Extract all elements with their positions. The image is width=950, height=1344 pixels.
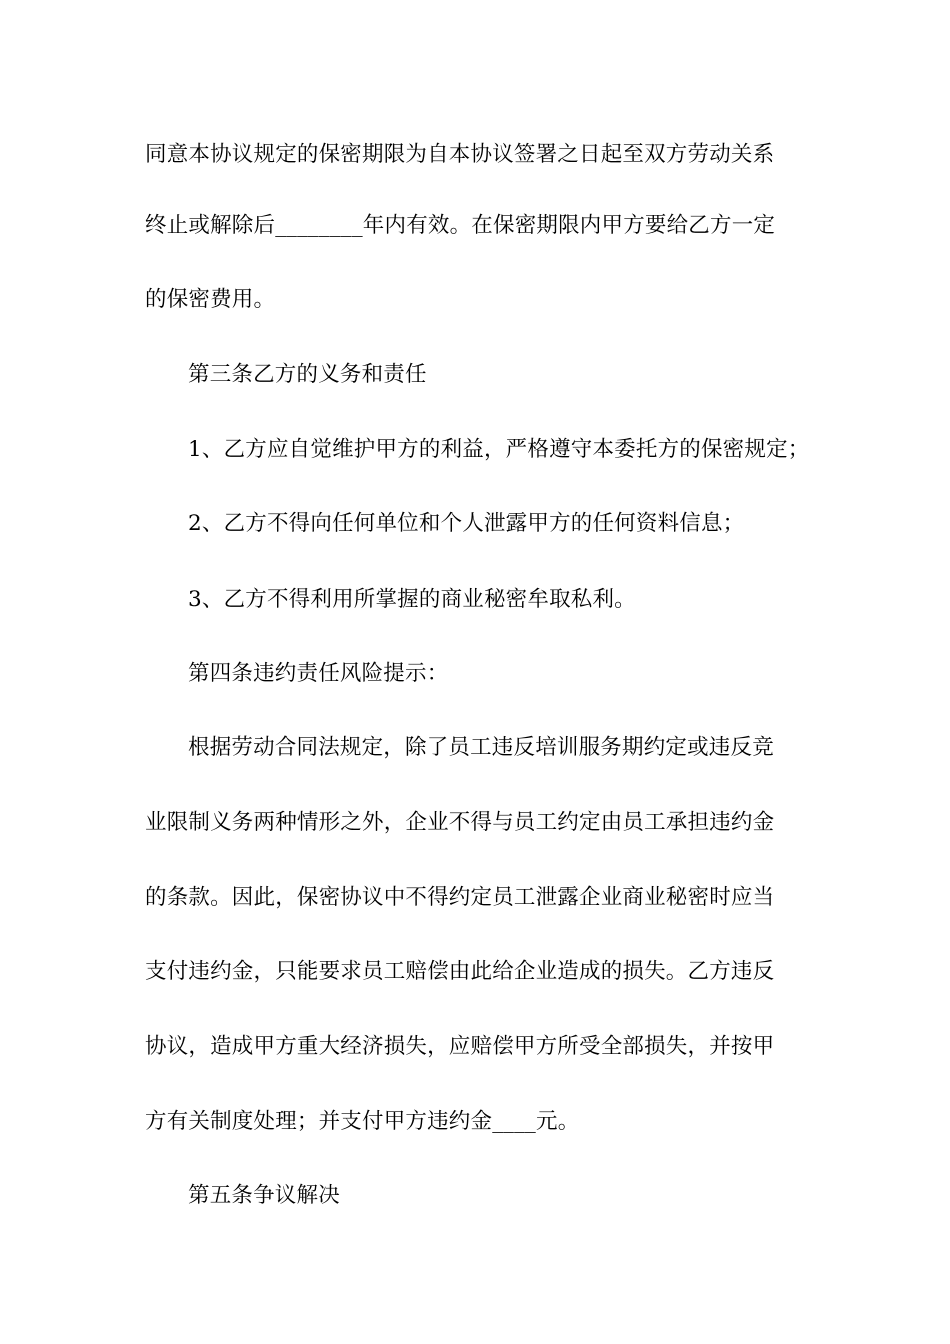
- list-item: 1、乙方应自觉维护甲方的利益，严格遵守本委托方的保密规定；: [188, 437, 810, 462]
- text-line: 的条款。因此，保密协议中不得约定员工泄露企业商业秘密时应当: [145, 885, 775, 910]
- text-line: 同意本协议规定的保密期限为自本协议签署之日起至双方劳动关系: [145, 142, 775, 167]
- list-item: 2、乙方不得向任何单位和个人泄露甲方的任何资料信息；: [188, 511, 745, 536]
- text-line: 根据劳动合同法规定，除了员工违反培训服务期约定或违反竞: [188, 735, 774, 760]
- list-item: 3、乙方不得利用所掌握的商业秘密牟取私利。: [188, 587, 636, 612]
- text-line: 协议，造成甲方重大经济损失，应赔偿甲方所受全部损失，并按甲: [145, 1034, 775, 1059]
- text-line: 的保密费用。: [145, 287, 276, 312]
- section-heading: 第三条乙方的义务和责任: [188, 362, 427, 387]
- text-line: 终止或解除后________年内有效。在保密期限内甲方要给乙方一定: [145, 213, 776, 238]
- text-line: 支付违约金，只能要求员工赔偿由此给企业造成的损失。乙方违反: [145, 959, 775, 984]
- section-heading: 第五条争议解决: [188, 1183, 340, 1208]
- text-line: 业限制义务两种情形之外，企业不得与员工约定由员工承担违约金: [145, 810, 775, 835]
- text-line: 方有关制度处理；并支付甲方违约金____元。: [145, 1109, 580, 1134]
- section-heading: 第四条违约责任风险提示：: [188, 661, 449, 686]
